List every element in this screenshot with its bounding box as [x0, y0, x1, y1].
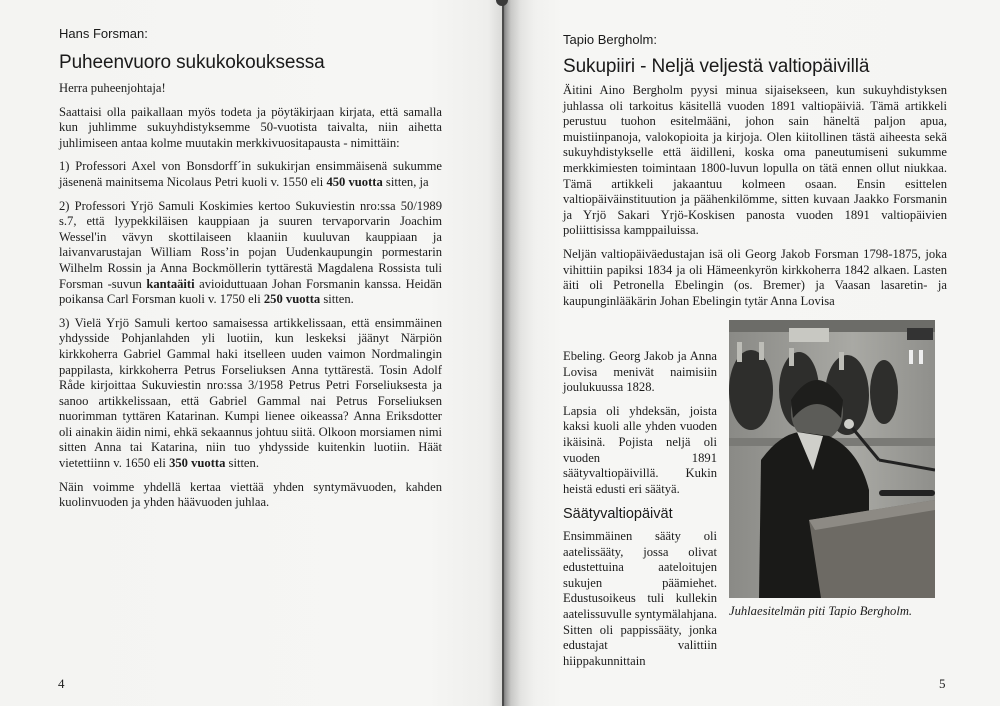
right-title: Sukupiiri - Neljä veljestä valtiopäivillä	[563, 56, 870, 77]
bold-text: 250 vuotta	[263, 292, 321, 307]
text-run: Näin voimme yhdellä kertaa viettää yhden syntymävuoden, kahden kuolinvuoden ja yhden häävuoden juhlaa.	[59, 479, 442, 510]
right-article-intro	[563, 83, 947, 309]
bold-text: 450 vuotta	[326, 174, 383, 189]
text-run: sitten.	[225, 456, 259, 471]
paragraph: Neljän valtiopäiväedustajan isä oli Georg Jakob Forsman 1798-1875, joka vihittiin papiksi 1834 ja oli Hämeenkyrön kirkkoherra 1842 alkaen. Lasten äiti oli Petronella Ebelingin (os. Bremer) ja Vaasan lasaretin- ja kaupunginlääkärin Johan Ebelingin tytär Anna Lovisa	[563, 246, 947, 308]
left-author: Hans Forsman:	[59, 26, 148, 41]
speaker-photo	[729, 320, 935, 598]
paragraph: Ensimmäinen sääty oli aatelissääty, jossa olivat edustettuina aateloitujen sukujen päämiehet. Edustusoikeus tuli kullekin aatelissuvulle syntymälahjana. Sitten oli pappissääty, jonka edustajat valittiin hiippakunnittain	[563, 528, 717, 668]
paragraph	[59, 480, 442, 511]
text-run: Herra puheenjohtaja!	[59, 81, 166, 95]
paragraph	[59, 81, 442, 97]
page-number-right: 5	[939, 676, 946, 691]
text-run: 1) Professori Axel von Bonsdorff´in sukukirjan ensimmäisenä sukumme jäsenenä mainitsema Nicolaus Petri kuoli v. 1550 eli	[59, 159, 442, 189]
bold-text: kantaäiti	[146, 276, 195, 291]
text-run: Saattaisi olla paikallaan myös todeta ja pöytäkirjaan kirjata, että samalla kun juhlimme sukuyhdistyksemme 50-vuotista taivalta, niin aihetta juhlimiseen antaa kolme muutakin merkkivuositapausta - nimittäin:	[59, 104, 442, 150]
left-title: Puheenvuoro sukukokouksessa	[59, 52, 325, 73]
paragraph: Ebeling. Georg Jakob ja Anna Lovisa menivät naimisiin joulukuussa 1828.	[563, 349, 717, 395]
paragraph	[59, 105, 442, 152]
subheading: Säätyvaltiopäivät	[563, 506, 673, 523]
bold-text: 350 vuotta	[169, 456, 226, 471]
left-article-body	[59, 81, 442, 519]
photo-caption: Juhlaesitelmän piti Tapio Bergholm.	[729, 604, 913, 618]
text-run: avioiduttuaan Johan Forsmanin kanssa. Heidän poikansa Carl Forsman kuoli v. 1750 eli	[59, 276, 442, 307]
right-narrow-column	[563, 349, 717, 677]
paragraph: Äitini Aino Bergholm pyysi minua sijaisekseen, kun sukuyhdistyksen juhlassa oli tarkoitus käsitellä vuoden 1891 valtiopäiviä. Tämä artikkeli perustuu tuohon esitelmääni, johon sain häneltä paljon apua, muistiinpanoja, valokopioita ja kirjoja. Olen kiitollinen tästä aiheesta sekä sukuyhdistykselle että äidilleni, koska oma paneutumiseni sukumme merkkimiesten toimintaan 1800-luvun lopulla on tätä ennen ollut niukkaa. Tämä artikkeli jakaantuu kolmeen osaan. Ensin esittelen valtiopäiväinstituution ja päähenkilömme, sitten kuvaan Jaakko Forsmanin ja Yrjö Sakari Yrjö-Koskisen panosta vuoden 1891 valtiopäivien poliittisissa kamppailuissa.	[563, 83, 947, 238]
text-run: sitten.	[320, 292, 354, 307]
right-author: Tapio Bergholm:	[563, 32, 657, 47]
text-run: 3) Vielä Yrjö Samuli kertoo samaisessa artikkelissaan, että ensimmäinen yhdysside Pohjanlahden yli luotiin, kun leskeksi jäänyt Närpiön kirkkoherra Gabriel Gammal haki itselleen uuden vaimon Nordmalingin pappilasta, kirkkoherra Petrus Forseliuksen Anna tyttärestä. Tosin Adolf Råde kirjoittaa Sukuviestin nro:ssa 3/1958 Petrus Petri Forseliuksesta ja sanoo artikkelissaan, että Gabriel Gammal nai Petrus Forseliuksen nuorimman tyttären Katarinan. Kumpi lienee oikeassa? Anna Eriksdotter oli ainakin äidin nimi, ehkä sekaannus johtuu siitä. Olkoon morsiamen nimi sitten Anna tai Katarina, niin tuo yhdysside kuitenkin luotiin. Häät vietettiinn v. 1650 eli	[59, 315, 442, 471]
page-number-left: 4	[58, 676, 65, 691]
text-run: 2) Professori Yrjö Samuli Koskimies kertoo Sukuviestin nro:ssa 50/1989 s.7, että lyypekkiläisen kauppiaan ja suuren tervaporvarin Joachim Wessel'in vävyn skottilaiseen klaaniin kuuluvan kauppiaan ja laivanvarustajan William Ross’in pojan Uudenkaupungin pormestarin Wilhelm Rossin ja Anna Bockmöllerin tyttärestä Magdalena Rossista tuli Forsman -suvun	[59, 198, 442, 291]
photo-illustration	[729, 320, 935, 598]
text-run: sitten, ja	[382, 174, 429, 189]
paragraph	[59, 159, 442, 190]
paragraph: Lapsia oli yhdeksän, joista kaksi kuoli alle yhden vuoden ikäisinä. Pojista neljä oli vuoden 1891 säätyvaltiopäivillä. Kukin heistä edusti eri säätyä.	[563, 403, 717, 496]
book-spine	[502, 0, 504, 706]
paragraph	[59, 199, 442, 308]
paragraph	[59, 316, 442, 472]
